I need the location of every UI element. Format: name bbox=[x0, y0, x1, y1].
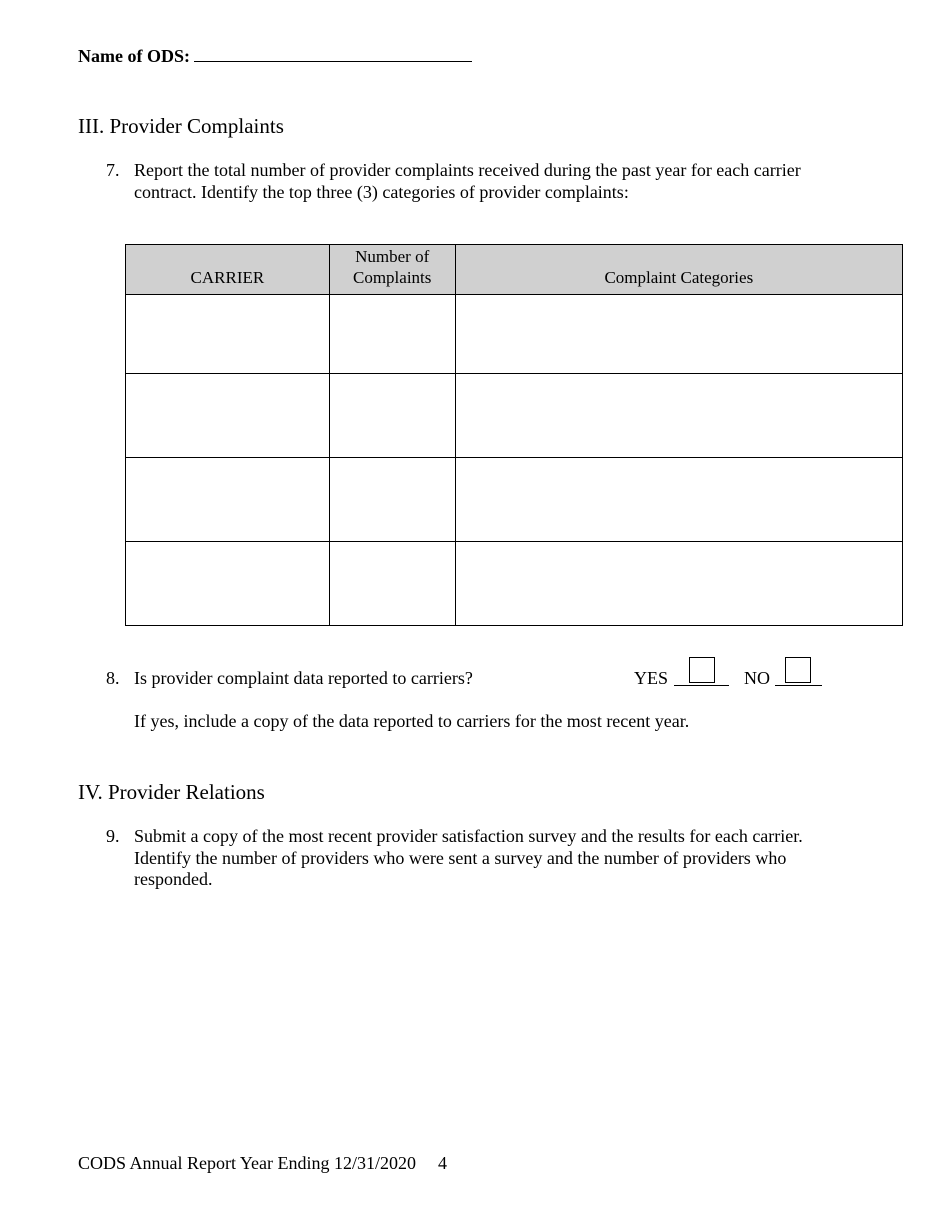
yes-underline bbox=[674, 685, 729, 686]
question-9-text bbox=[134, 826, 874, 891]
question-7-line-1: Report the total number of provider complaints received during the past year for each carrier bbox=[134, 160, 801, 180]
number-of-complaints-cell[interactable] bbox=[329, 295, 455, 374]
table-row bbox=[126, 542, 903, 626]
page-number: 4 bbox=[438, 1153, 448, 1173]
question-7-number: 7. bbox=[106, 160, 120, 180]
ods-name-label: Name of ODS: bbox=[78, 46, 190, 66]
complaint-categories-cell[interactable] bbox=[455, 295, 902, 374]
footer-text: CODS Annual Report Year Ending 12/31/2020 bbox=[78, 1153, 417, 1173]
ods-name-blank[interactable] bbox=[194, 45, 472, 62]
complaint-categories-cell[interactable] bbox=[455, 542, 902, 626]
question-9-line-2: Identify the number of providers who were sent a survey and the number of providers who bbox=[134, 847, 787, 868]
question-9-line-1: Submit a copy of the most recent provider satisfaction survey and the results for each carrier. bbox=[134, 826, 803, 846]
table-row bbox=[126, 374, 903, 458]
number-of-complaints-cell[interactable] bbox=[329, 458, 455, 542]
carrier-cell[interactable] bbox=[126, 295, 330, 374]
table-row bbox=[126, 295, 903, 374]
no-checkbox[interactable] bbox=[785, 657, 811, 683]
question-8-number: 8. bbox=[106, 668, 120, 688]
section-heading-provider-complaints: III. Provider Complaints bbox=[78, 114, 284, 138]
table-row bbox=[126, 458, 903, 542]
column-header-complaint-categories: Complaint Categories bbox=[455, 245, 902, 295]
no-underline bbox=[775, 685, 822, 686]
complaint-categories-cell[interactable] bbox=[455, 458, 902, 542]
question-9-line-3: responded. bbox=[134, 869, 213, 889]
carrier-cell[interactable] bbox=[126, 374, 330, 458]
complaint-categories-cell[interactable] bbox=[455, 374, 902, 458]
complaints-table bbox=[125, 244, 903, 626]
question-9-number: 9. bbox=[106, 826, 120, 846]
question-8-followup: If yes, include a copy of the data reported to carriers for the most recent year. bbox=[134, 711, 690, 731]
table-header-row bbox=[126, 245, 903, 295]
section-heading-provider-relations: IV. Provider Relations bbox=[78, 780, 265, 804]
no-label: NO bbox=[744, 668, 770, 688]
page-footer bbox=[78, 1153, 447, 1174]
column-header-carrier: CARRIER bbox=[126, 245, 330, 295]
yes-checkbox[interactable] bbox=[689, 657, 715, 683]
question-8-text: Is provider complaint data reported to carriers? bbox=[134, 668, 473, 688]
question-7-line-2: contract. Identify the top three (3) categories of provider complaints: bbox=[134, 181, 629, 202]
question-7-text bbox=[134, 160, 854, 203]
column-header-number-of-complaints: Number of Complaints bbox=[329, 245, 455, 295]
ods-name-field[interactable] bbox=[78, 45, 472, 67]
number-of-complaints-cell[interactable] bbox=[329, 542, 455, 626]
carrier-cell[interactable] bbox=[126, 458, 330, 542]
yes-label: YES bbox=[634, 668, 669, 688]
number-of-complaints-cell[interactable] bbox=[329, 374, 455, 458]
carrier-cell[interactable] bbox=[126, 542, 330, 626]
